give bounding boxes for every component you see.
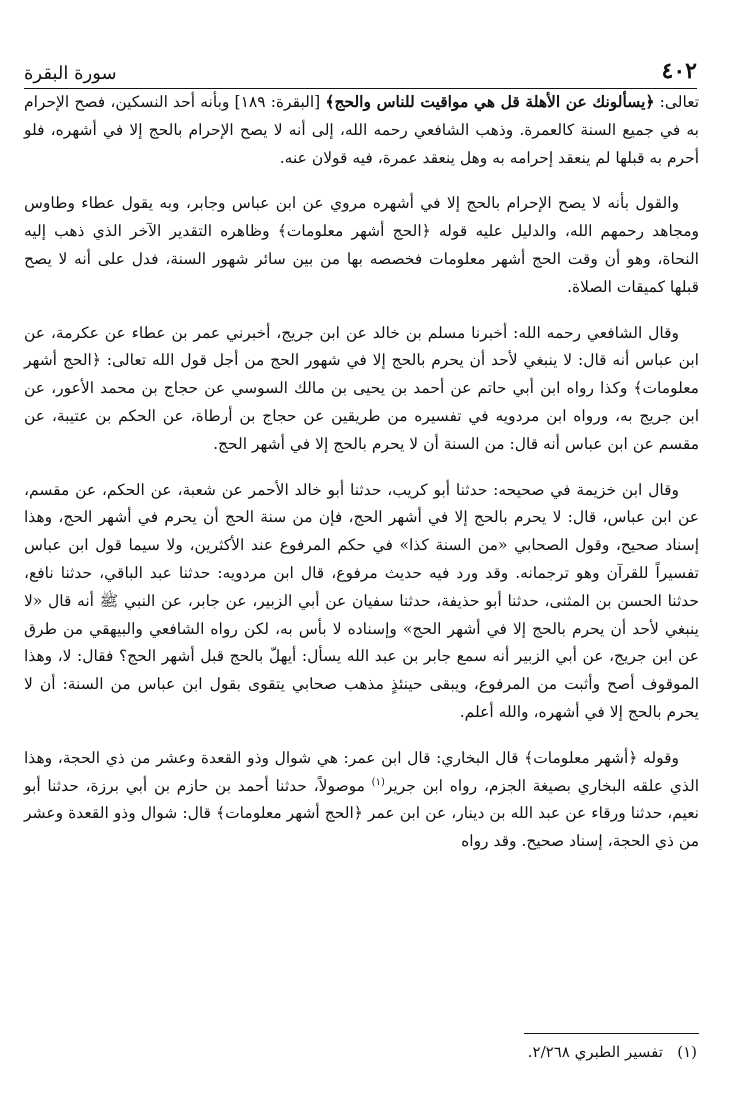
- paragraph-text: [البقرة: ١٨٩] وبأنه أحد النسكين، فصح الإحرام به في جميع السنة كالعمرة. وذهب الشافعي رحمه الله، إلى أنه لا يصح الإحرام بالحج إلا في أشهره، فلو أحرم به قبلها لم ينعقد إحرامه به وهل ينعقد عمرة، فيه قولان عنه.: [24, 93, 699, 167]
- paragraph-1: [24, 88, 699, 172]
- paragraph-text: وقوله ﴿أشهر معلومات﴾ قال البخاري: قال ابن عمر: هي شوال وذو القعدة وعشر من ذي الحجة، وهذا الذي علقه البخاري بصيغة الجزم، رواه ابن جرير: [24, 748, 700, 795]
- footnote-text: تفسير الطبري ٢/٢٦٨.: [527, 1043, 663, 1061]
- paragraph-text-cont: موصولاً، حدثنا أحمد بن حازم بن أبي برزة، حدثنا أبو نعيم، حدثنا ورقاء عن عبد الله بن دينار، عن ابن عمر ﴿الحج أشهر معلومات﴾ قال: شوال وذو القعدة وعشر من ذي الحجة، إسناد صحيح. وقد رواه: [24, 776, 699, 851]
- quran-quote: ﴿يسألونك عن الأهلة قل هي مواقيت للناس والحج﴾: [325, 92, 655, 111]
- page-header: [24, 50, 697, 89]
- paragraph-lead: تعالى:: [654, 93, 700, 111]
- surah-title: سورة البقرة: [24, 63, 117, 84]
- footnote: [24, 1040, 697, 1064]
- footnote-divider: [524, 1033, 699, 1034]
- paragraph-3: وقال الشافعي رحمه الله: أخبرنا مسلم بن خالد عن ابن جريج، أخبرني عمر بن عطاء عن عكرمة، عن ابن عباس أنه قال: لا ينبغي لأحد أن يحرم بالحج إلا في شهور الحج من أجل قول الله تعالى: ﴿الحج أشهر معلومات﴾ وكذا رواه ابن أبي حاتم عن أحمد بن يحيى بن مالك السوسي عن حجاج بن محمد الأعور، عن ابن جريج به، ورواه ابن مردويه في تفسيره من طريقين عن حجاج بن أرطاة، عن الحكم بن عتيبة، عن مقسم عن ابن عباس أنه قال: من السنة أن لا يحرم بالحج إلا في أشهر الحج.: [24, 323, 699, 453]
- paragraph-2: والقول بأنه لا يصح الإحرام بالحج إلا في أشهره مروي عن ابن عباس وجابر، وبه يقول عطاء وطاوس ومجاهد رحمهم الله، والدليل عليه قوله ﴿الحج أشهر معلومات﴾ وظاهره التقدير الآخر الذي ذهب إليه النحاة، وهو أن وقت الحج أشهر معلومات فخصصه بها من بين سائر شهور السنة، فدل على أنه لا يصح قبلها كميقات الصلاة.: [24, 194, 699, 296]
- page-body: [24, 88, 699, 874]
- paragraph-4: وقال ابن خزيمة في صحيحه: حدثنا أبو كريب، حدثنا أبو خالد الأحمر عن شعبة، عن الحكم، عن مقسم، عن ابن عباس، قال: لا يحرم بالحج إلا في أشهر الحج، فإن من سنة الحج أن يحرم في أشهر الحج، وهذا إسناد صحيح، وقول الصحابي «من السنة كذا» في حكم المرفوع عند الأكثرين، ولا سيما قول ابن عباس تفسيراً للقرآن وهو ترجمانه. وقد ورد فيه حديث مرفوع، قال ابن مردويه: حدثنا عبد الباقي، حدثنا نافع، حدثنا الحسن بن المثنى، حدثنا أبو حذيفة، حدثنا سفيان عن أبي الزبير، عن جابر، عن النبي ﷺ أنه قال «لا ينبغي لأحد أن يحرم بالحج إلا في أشهر الحج» وإسناده لا بأس به، لكن رواه الشافعي والبيهقي من طرق عن ابن جريج، عن أبي الزبير أنه سمع جابر بن عبد الله يسأل: أيهلّ بالحج قبل أشهر الحج؟ فقال: لا، وهذا الموقوف أصح وأثبت من المرفوع، ويبقى حينئذٍ مذهب صحابي يتقوى بقول ابن عباس من السنة: أن لا يحرم بالحج إلا في أشهره، والله أعلم.: [24, 480, 699, 721]
- page-number: ٤٠٢: [661, 58, 697, 84]
- paragraph-5: [24, 745, 699, 856]
- footnote-reference: (١): [371, 776, 385, 788]
- footnote-marker: (١): [677, 1043, 697, 1061]
